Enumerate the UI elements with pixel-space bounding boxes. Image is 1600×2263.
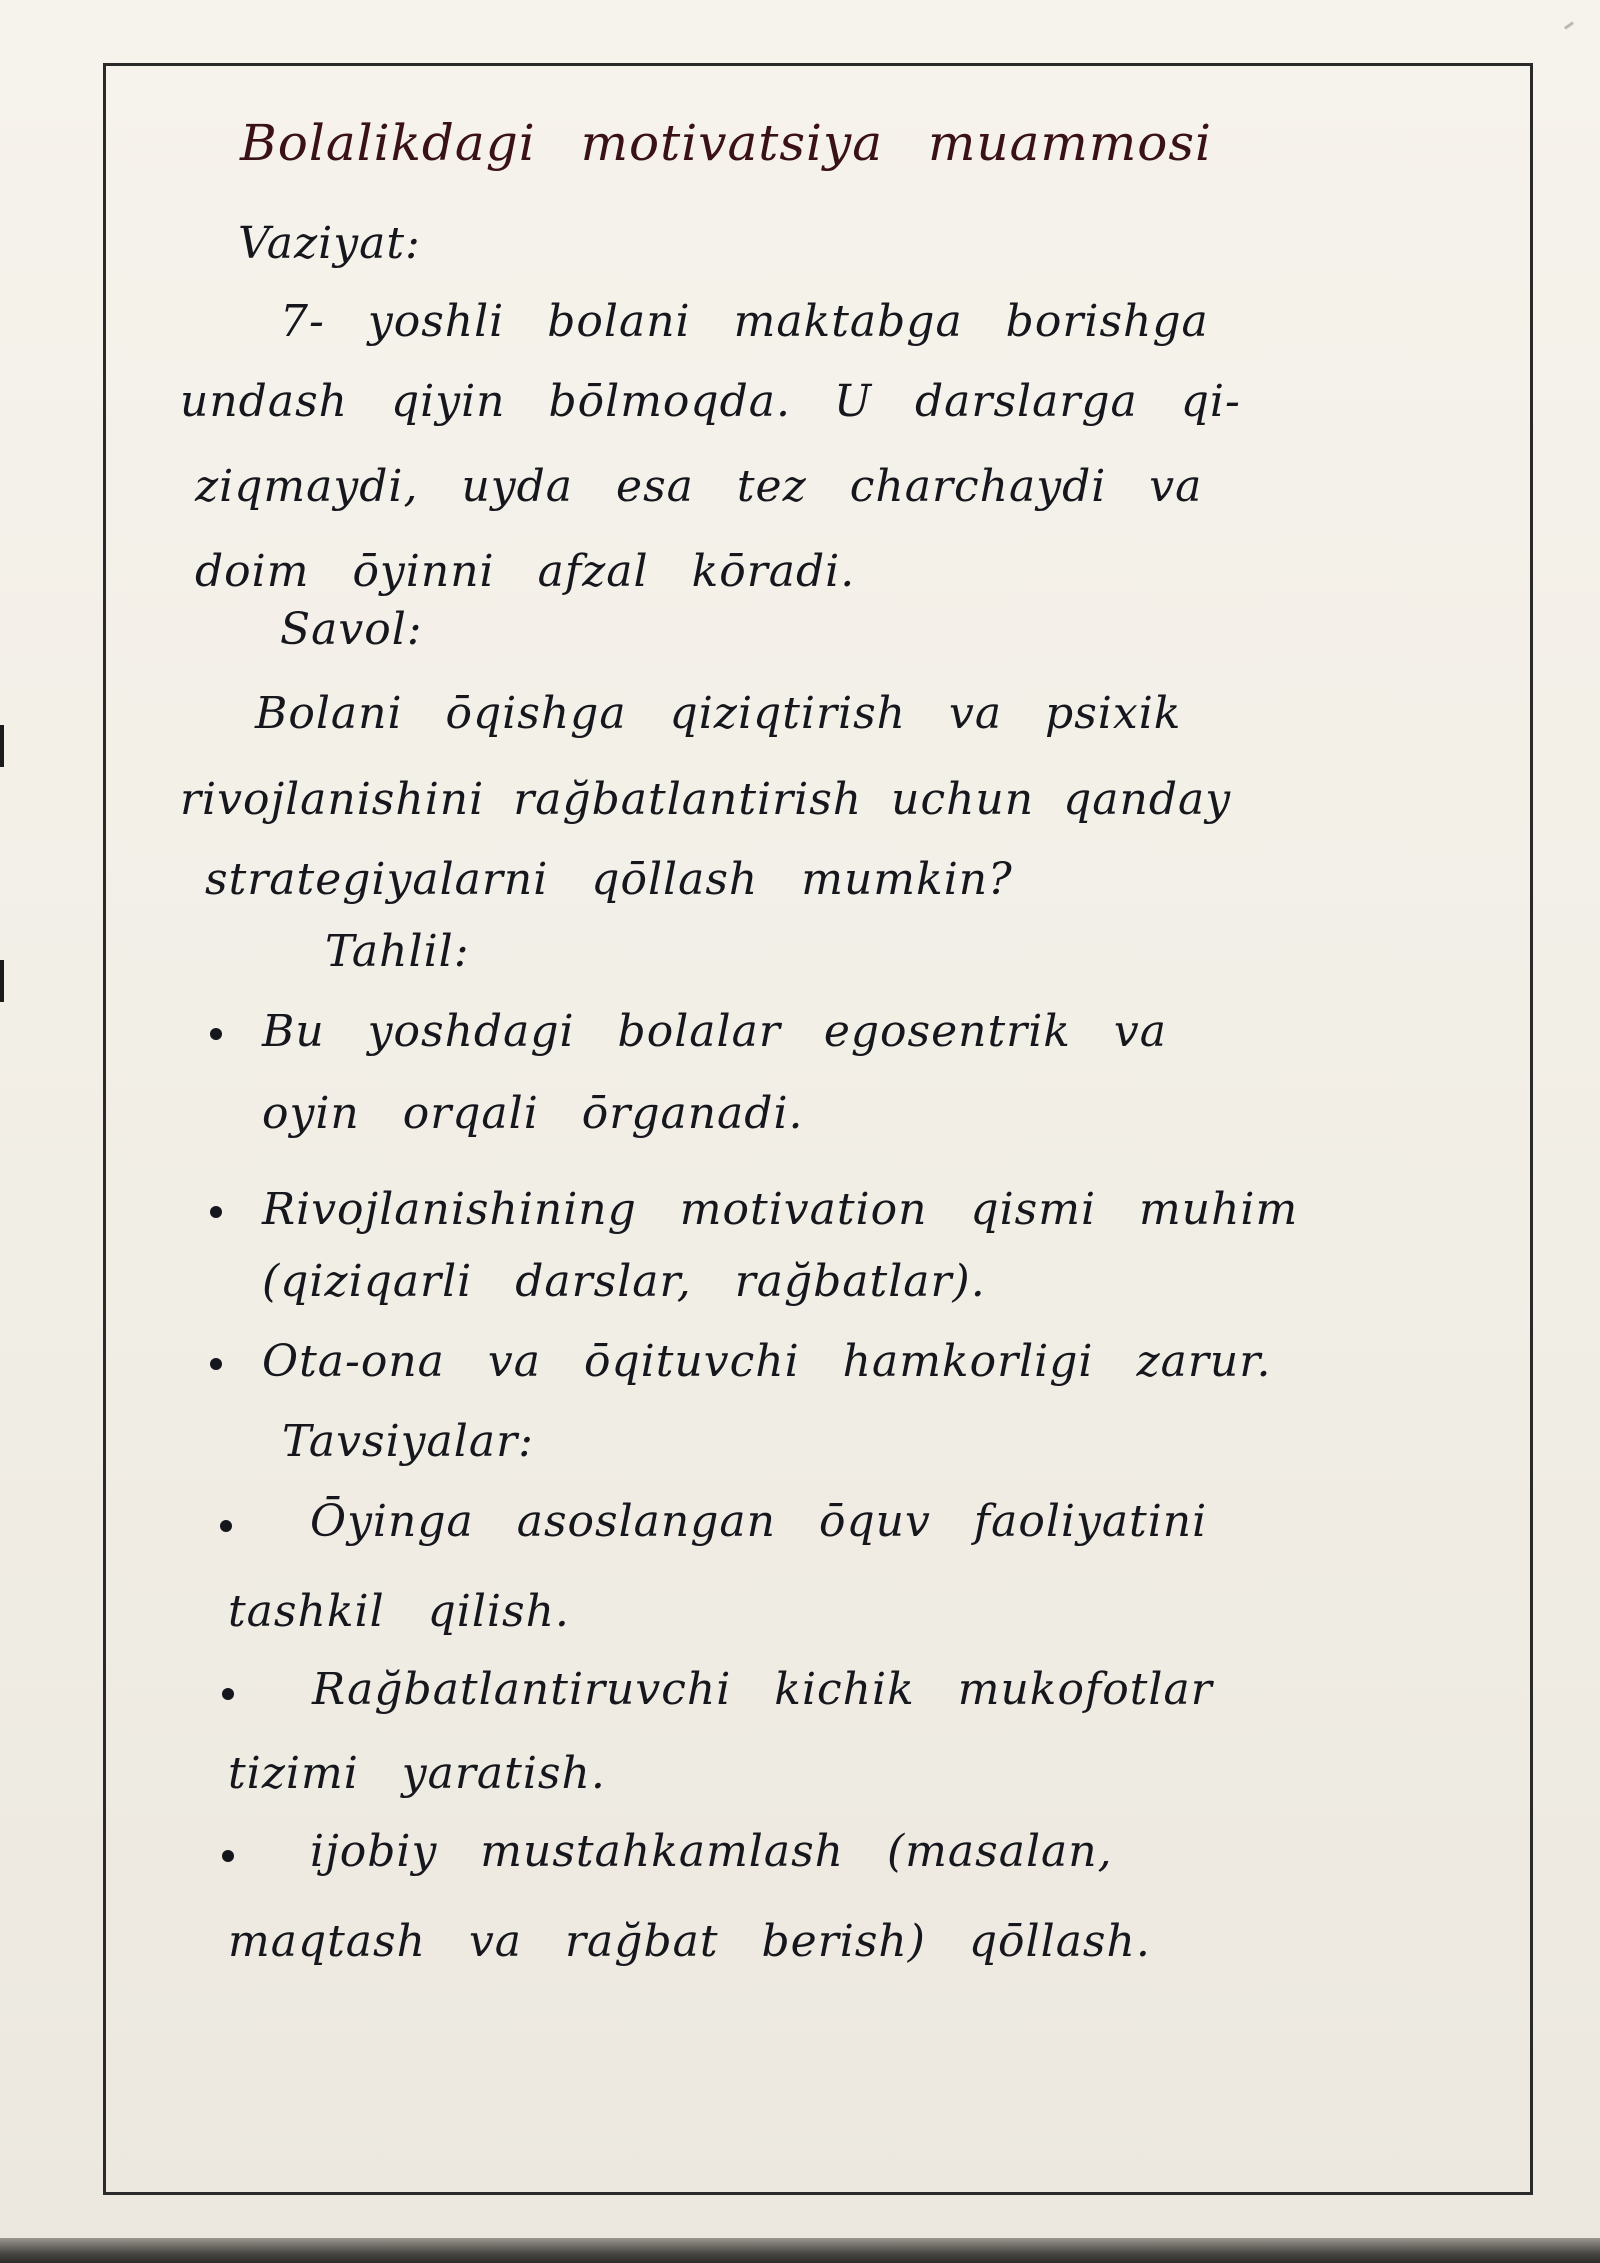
situation-line: doim ōyinni afzal kōradi. <box>195 546 856 597</box>
situation-heading: Vaziyat: <box>238 218 421 269</box>
bullet-icon <box>210 1028 222 1040</box>
analysis-line: oyin orqali ōrganadi. <box>262 1088 804 1139</box>
page-corner-mark <box>1564 21 1574 29</box>
bullet-icon <box>210 1206 222 1218</box>
situation-line: undash qiyin bōlmoqda. U darslarga qi- <box>180 376 1241 427</box>
bullet-icon <box>222 1688 234 1700</box>
analysis-line: Bu yoshdagi bolalar egosentrik va <box>262 1006 1168 1057</box>
situation-line: ziqmaydi, uyda esa tez charchaydi va <box>195 461 1203 512</box>
analysis-line: Ota-ona va ōqituvchi hamkorligi zarur. <box>262 1336 1272 1387</box>
question-line: Bolani ōqishga qiziqtirish va psixik <box>255 688 1182 739</box>
question-line: strategiyalarni qōllash mumkin? <box>205 854 1013 905</box>
recommendations-heading: Tavsiyalar: <box>282 1416 534 1467</box>
recommendation-line: Ōyinga asoslangan ōquv faoliyatini <box>310 1496 1208 1547</box>
left-edge-mark <box>0 725 4 767</box>
recommendation-line: tashkil qilish. <box>228 1586 570 1637</box>
situation-line: 7- yoshli bolani maktabga borishga <box>280 296 1209 347</box>
question-line: rivojlanishini rağbatlantirish uchun qanday <box>180 774 1232 825</box>
analysis-heading: Tahlil: <box>325 926 470 977</box>
analysis-line: (qiziqarli darslar, rağbatlar). <box>262 1256 986 1307</box>
left-edge-mark <box>0 960 4 1002</box>
analysis-line: Rivojlanishining motivation qismi muhim <box>262 1184 1299 1235</box>
page-bottom-shadow <box>0 2238 1600 2263</box>
bullet-icon <box>222 1850 234 1862</box>
bullet-icon <box>220 1520 232 1532</box>
page-title: Bolalikdagi motivatsiya muammosi <box>240 114 1212 172</box>
recommendation-line: maqtash va rağbat berish) qōllash. <box>228 1916 1151 1967</box>
question-heading: Savol: <box>280 604 423 655</box>
recommendation-line: tizimi yaratish. <box>228 1748 606 1799</box>
recommendation-line: Rağbatlantiruvchi kichik mukofotlar <box>312 1664 1213 1715</box>
recommendation-line: ijobiy mustahkamlash (masalan, <box>310 1826 1113 1877</box>
bullet-icon <box>210 1358 222 1370</box>
